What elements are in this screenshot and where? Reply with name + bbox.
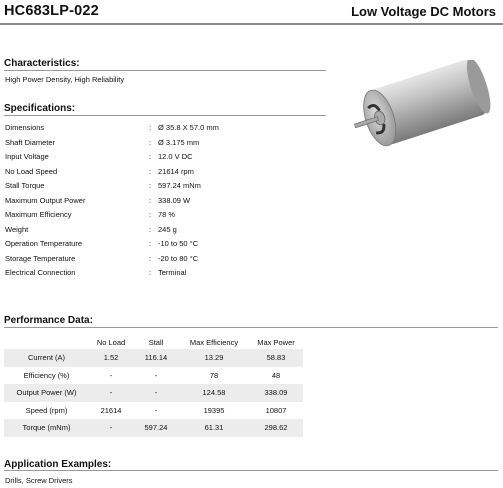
- spec-row: [0, 196, 330, 210]
- table-row: [4, 384, 303, 402]
- table-cell: 21614: [100, 405, 122, 415]
- performance-table: [4, 335, 303, 437]
- page-title: HC683LP-022: [4, 3, 99, 19]
- spec-label: Storage Temperature: [5, 253, 76, 263]
- spec-value: -10 to 50 °C: [158, 239, 199, 248]
- table-cell: 124.58: [179, 384, 249, 402]
- table-cell: -: [89, 384, 133, 402]
- table-cell: 1.52: [89, 349, 133, 367]
- spec-row: [0, 239, 330, 253]
- spec-colon: :: [149, 268, 152, 277]
- spec-label: Operation Temperature: [5, 239, 82, 248]
- header-divider: [0, 23, 503, 25]
- row-label: Output Power (W): [4, 384, 89, 402]
- spec-row: [0, 123, 330, 137]
- specifications-divider: [4, 115, 326, 116]
- characteristics-divider: [4, 70, 326, 71]
- table-cell: -: [154, 370, 158, 380]
- spec-colon: :: [149, 137, 152, 147]
- spec-label: Weight: [5, 224, 29, 234]
- spec-label: Dimensions: [5, 123, 45, 132]
- characteristics-heading: Characteristics:: [4, 58, 80, 69]
- specifications-heading: Specifications:: [4, 103, 76, 114]
- spec-value: Ø 3.175 mm: [158, 137, 200, 147]
- spec-value: 78 %: [158, 210, 176, 219]
- row-label: Current (A): [4, 349, 89, 367]
- spec-colon: :: [149, 166, 152, 176]
- table-row: [4, 349, 303, 367]
- table-cell: -: [133, 384, 179, 402]
- spec-colon: :: [149, 253, 152, 263]
- performance-divider: [4, 327, 498, 328]
- spec-label: Stall Torque: [5, 181, 45, 190]
- spec-colon: :: [149, 195, 152, 205]
- spec-row: [0, 138, 330, 152]
- spec-colon: :: [149, 181, 152, 190]
- spec-label: Maximum Output Power: [5, 195, 86, 205]
- table-cell: 298.62: [249, 419, 303, 437]
- spec-label: Input Voltage: [5, 152, 49, 161]
- table-cell: -: [89, 419, 133, 437]
- spec-colon: :: [149, 152, 152, 161]
- table-cell: 58.83: [249, 349, 303, 367]
- spec-value: 245 g: [158, 224, 177, 234]
- spec-row: [0, 268, 330, 282]
- performance-column-header: No Load: [96, 337, 126, 347]
- product-category: Low Voltage DC Motors: [351, 4, 496, 19]
- performance-heading: Performance Data:: [4, 315, 93, 326]
- spec-row: [0, 254, 330, 268]
- spec-colon: :: [149, 239, 152, 248]
- table-cell: 78: [209, 370, 219, 380]
- spec-value: 597.24 mNm: [158, 181, 201, 190]
- characteristics-text: High Power Density, High Reliability: [5, 75, 125, 84]
- applications-divider: [4, 470, 498, 471]
- spec-row: [0, 181, 330, 195]
- table-cell: 13.29: [179, 349, 249, 367]
- table-cell: 116.14: [133, 349, 179, 367]
- spec-value: -20 to 80 °C: [158, 253, 199, 263]
- spec-value: 338.09 W: [158, 195, 191, 205]
- table-row: [4, 419, 303, 437]
- row-label: Speed (rpm): [25, 405, 68, 415]
- table-cell: -: [109, 370, 113, 380]
- table-cell: 19395: [203, 405, 225, 415]
- table-row: [4, 402, 303, 420]
- spec-label: No Load Speed: [5, 166, 58, 176]
- row-label: Torque (mNm): [4, 419, 89, 437]
- spec-value: Terminal: [158, 268, 187, 277]
- performance-column-header: [4, 335, 89, 349]
- spec-value: 21614 rpm: [158, 166, 194, 176]
- table-cell: 48: [271, 370, 281, 380]
- spec-row: [0, 210, 330, 224]
- spec-value: 12.0 V DC: [158, 152, 193, 161]
- applications-heading: Application Examples:: [4, 459, 112, 470]
- table-row: [4, 367, 303, 385]
- performance-column-header: Stall: [148, 337, 164, 347]
- performance-column-header: Max Power: [257, 337, 295, 347]
- table-cell: 10807: [265, 405, 287, 415]
- spec-label: Electrical Connection: [5, 268, 76, 277]
- table-cell: 338.09: [249, 384, 303, 402]
- spec-label: Maximum Efficiency: [5, 210, 72, 219]
- spec-value: Ø 35.8 X 57.0 mm: [158, 123, 219, 132]
- spec-colon: :: [149, 224, 152, 234]
- row-label: Efficiency (%): [23, 370, 70, 380]
- spec-colon: :: [149, 210, 152, 219]
- applications-text: Drills, Screw Drivers: [5, 476, 73, 485]
- spec-row: [0, 167, 330, 181]
- dc-motor-icon: [336, 60, 500, 150]
- table-cell: 61.31: [179, 419, 249, 437]
- performance-column-header: Max Efficiency: [189, 337, 239, 347]
- table-cell: 597.24: [133, 419, 179, 437]
- spec-label: Shaft Diameter: [5, 137, 56, 147]
- spec-row: [0, 225, 330, 239]
- spec-row: [0, 152, 330, 166]
- spec-colon: :: [149, 123, 152, 132]
- table-cell: -: [154, 405, 158, 415]
